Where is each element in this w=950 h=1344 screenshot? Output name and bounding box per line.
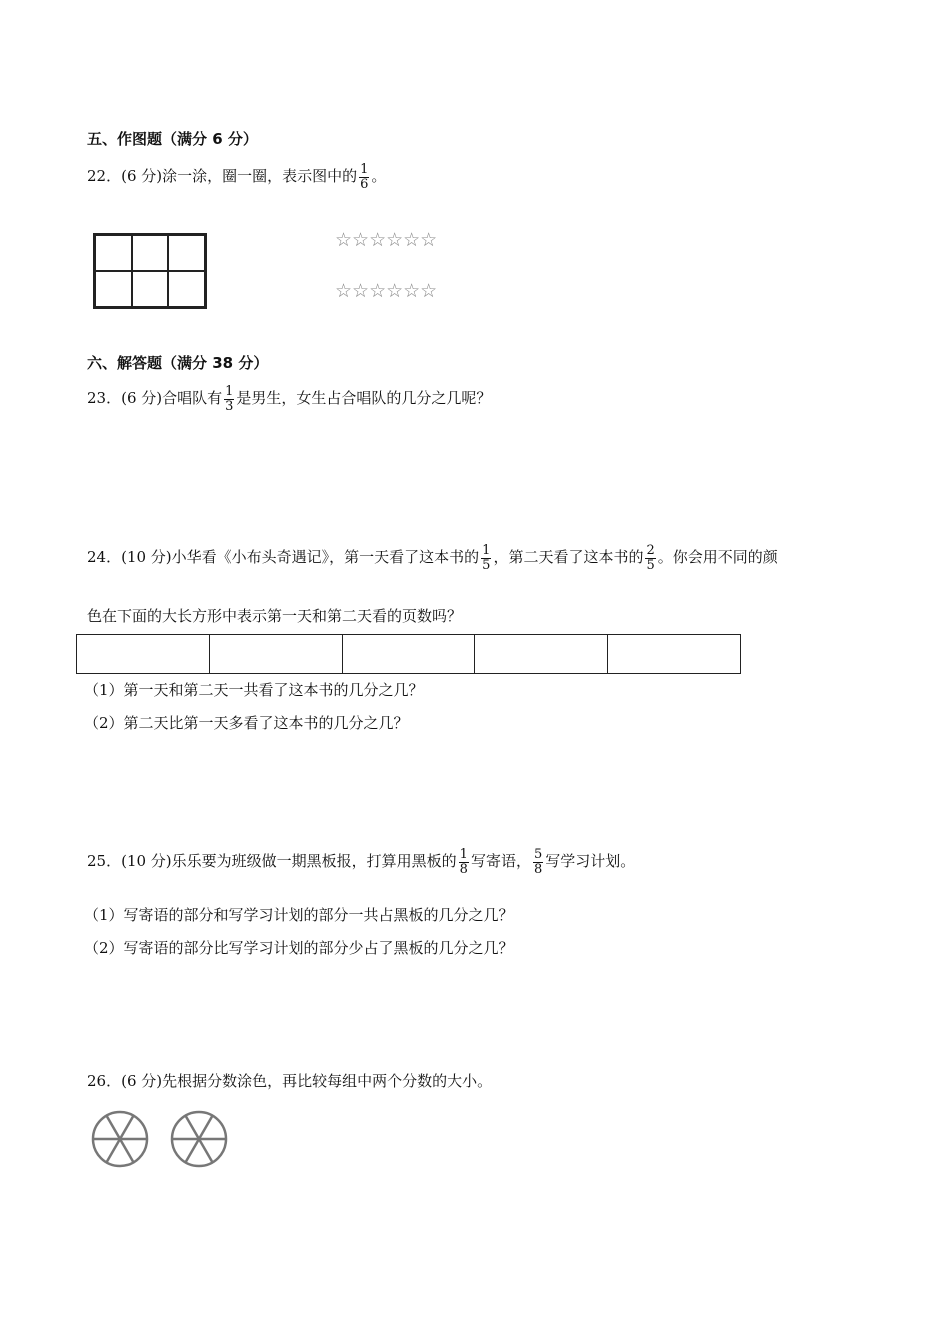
rectangle-segment[interactable] (77, 635, 210, 673)
question-22-prefix: 22．(6 分)涂一涂，圈一圈，表示图中的 (87, 167, 358, 186)
fraction-denominator: 3 (225, 398, 234, 414)
circle-sixths-right[interactable] (172, 1112, 226, 1166)
grid-2x3-rectangle[interactable] (93, 233, 207, 309)
star-row-1[interactable]: ☆☆☆☆☆☆ (335, 229, 438, 251)
star-row-2[interactable]: ☆☆☆☆☆☆ (335, 280, 438, 302)
question-23-suffix: 是男生，女生占合唱队的几分之几呢？ (236, 389, 492, 408)
question-26: 26．(6 分)先根据分数涂色，再比较每组中两个分数的大小。 (87, 1072, 493, 1090)
section-heading-5: 五、作图题（满分 6 分） (87, 130, 258, 148)
fraction-denominator: 8 (533, 861, 543, 877)
question-25-suffix: 写学习计划。 (545, 852, 636, 871)
fraction-two-fifths (645, 544, 655, 572)
rectangle-segment[interactable] (343, 635, 476, 673)
question-24 (87, 544, 778, 572)
circle-sixths-left[interactable] (93, 1112, 147, 1166)
rectangle-segment[interactable] (475, 635, 608, 673)
fraction-five-eighths (533, 848, 543, 876)
grid-cell[interactable] (95, 271, 132, 307)
grid-cell[interactable] (95, 235, 132, 271)
question-23 (87, 385, 491, 413)
grid-cell[interactable] (168, 235, 205, 271)
fraction-denominator: 8 (459, 861, 468, 877)
question-25-middle: 写寄语， (470, 852, 531, 871)
grid-cell[interactable] (132, 235, 169, 271)
grid-cell[interactable] (168, 271, 205, 307)
section-heading-6: 六、解答题（满分 38 分） (87, 354, 269, 372)
circles-sixths-figure (88, 1108, 238, 1172)
fraction-one-sixth (359, 163, 369, 191)
rectangle-segment[interactable] (608, 635, 740, 673)
fraction-numerator: 1 (225, 384, 234, 399)
question-22-suffix: 。 (371, 167, 387, 186)
question-25-sub-2: （2）写寄语的部分比写学习计划的部分少占了黑板的几分之几？ (84, 939, 514, 957)
fraction-denominator: 5 (482, 557, 491, 573)
question-23-prefix: 23．(6 分)合唱队有 (87, 389, 223, 408)
question-24-prefix: 24．(10 分)小华看《小布头奇遇记》，第一天看了这本书的 (87, 548, 480, 567)
fraction-one-eighth (459, 848, 469, 876)
question-25 (87, 848, 635, 876)
question-22 (87, 163, 386, 191)
question-24-sub-1: （1）第一天和第二天一共看了这本书的几分之几？ (84, 681, 424, 699)
fraction-one-fifth (481, 544, 491, 572)
fraction-denominator: 6 (360, 176, 369, 192)
fraction-numerator: 1 (360, 162, 369, 177)
fraction-numerator: 2 (646, 543, 655, 558)
question-25-prefix: 25．(10 分)乐乐要为班级做一期黑板报，打算用黑板的 (87, 852, 457, 871)
question-24-suffix: 。你会用不同的颜 (657, 548, 778, 567)
long-rectangle-five-parts[interactable] (76, 634, 741, 674)
fraction-numerator: 1 (482, 543, 491, 558)
fraction-denominator: 5 (646, 557, 655, 573)
grid-cell[interactable] (132, 271, 169, 307)
fraction-one-third (224, 385, 234, 413)
question-25-sub-1: （1）写寄语的部分和写学习计划的部分一共占黑板的几分之几？ (84, 906, 514, 924)
fraction-numerator: 1 (459, 847, 468, 862)
question-24-line-2: 色在下面的大长方形中表示第一天和第二天看的页数吗？ (87, 607, 463, 625)
fraction-numerator: 5 (533, 847, 543, 862)
rectangle-segment[interactable] (210, 635, 343, 673)
question-24-middle: ，第二天看了这本书的 (493, 548, 644, 567)
question-24-sub-2: （2）第二天比第一天多看了这本书的几分之几？ (84, 714, 409, 732)
